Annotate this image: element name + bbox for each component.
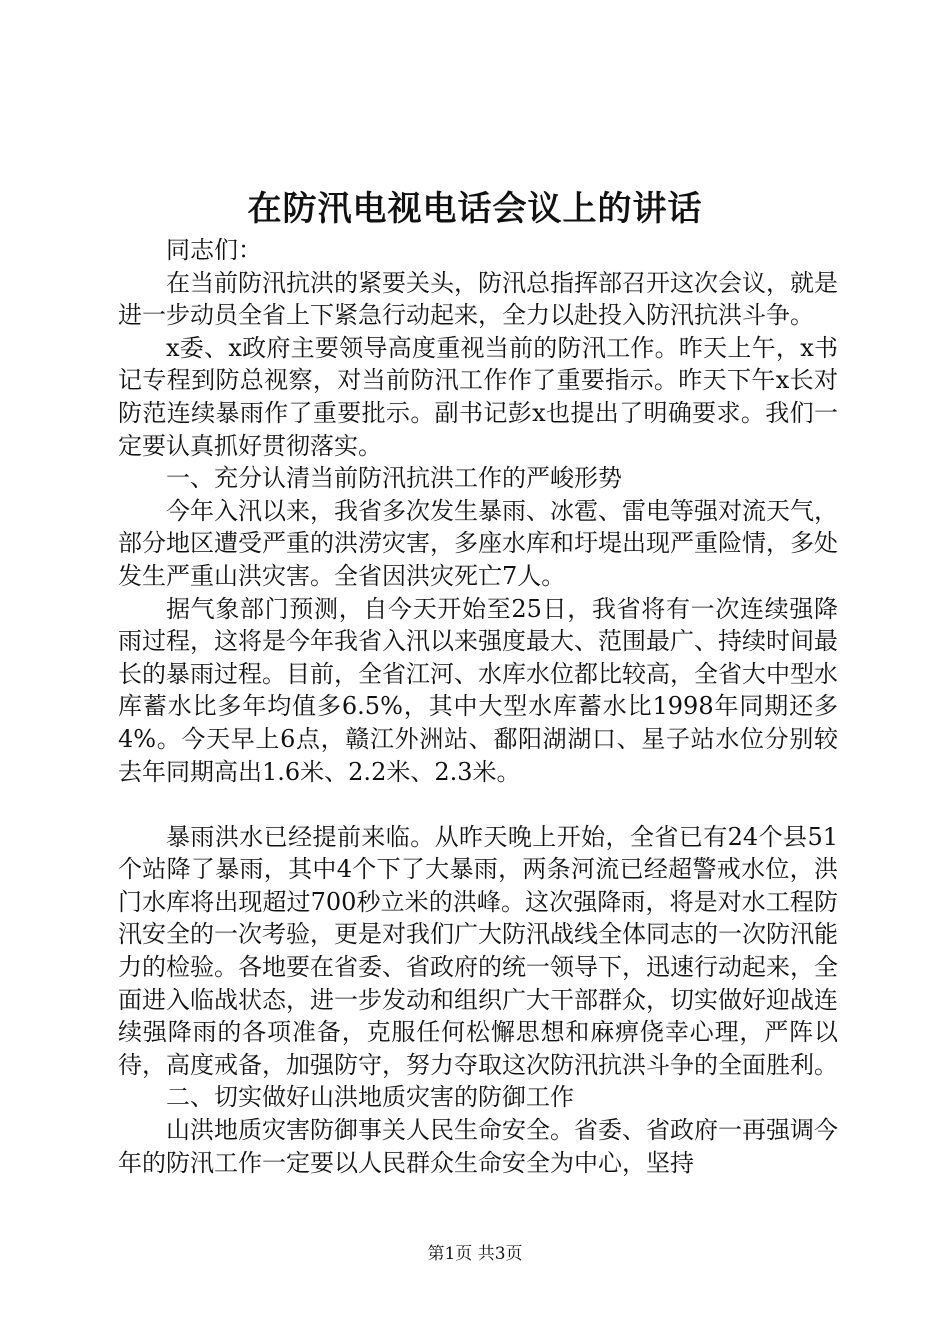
paragraph: 据气象部门预测，自今天开始至25日，我省将有一次连续强降雨过程，这将是今年我省入汛以来强度最大、范围最广、持续时间最长的暴雨过程。目前，全省江河、水库水位都比较高，全省大中型水库蓄水比多年均值多6.5%，其中大型水库蓄水比1998年同期还多4%。今天早上6点，赣江外洲站、鄱阳湖湖口、星子站水位分别较去年同期高出1.6米、2.2米、2.3米。 [118, 594, 838, 786]
document-title: 在防汛电视电话会议上的讲话 [247, 189, 703, 229]
page-number: 第1页 共3页 [427, 1244, 523, 1264]
blank-line [118, 788, 838, 821]
document-body [118, 234, 838, 1179]
paragraph: 在当前防汛抗洪的紧要关头，防汛总指挥部召开这次会议，就是进一步动员全省上下紧急行动起来，全力以赴投入防汛抗洪斗争。 [118, 268, 838, 330]
paragraph: 山洪地质灾害防御事关人民生命安全。省委、省政府一再强调今年的防汛工作一定要以人民群众生命安全为中心，坚持 [118, 1116, 838, 1177]
paragraph: 暴雨洪水已经提前来临。从昨天晚上开始，全省已有24个县51个站降了暴雨，其中4个下了大暴雨，两条河流已经超警戒水位，洪门水库将出现超过700秒立米的洪峰。这次强降雨，将是对水工程防汛安全的一次考验，更是对我们广大防汛战线全体同志的一次防汛能力的检验。各地要在省委、省政府的统一领导下，迅速行动起来，全面进入临战状态，进一步发动和组织广大干部群众，切实做好迎战连续强降雨的各项准备，克服任何松懈思想和麻痹侥幸心理，严阵以待，高度戒备，加强防守，努力夺取这次防汛抗洪斗争的全面胜利。 [118, 822, 838, 1079]
section-heading: 一、充分认清当前防汛抗洪工作的严峻形势 [166, 464, 622, 493]
paragraph: x委、x政府主要领导高度重视当前的防汛工作。昨天上午，x书记专程到防总视察，对当前防汛工作作了重要指示。昨天下午x长对防范连续暴雨作了重要批示。副书记彭x也提出了明确要求。我们一定要认真抓好贯彻落实。 [118, 333, 838, 460]
paragraph: 今年入汛以来，我省多次发生暴雨、冰雹、雷电等强对流天气，部分地区遭受严重的洪涝灾害，多座水库和圩堤出现严重险情，多处发生严重山洪灾害。全省因洪灾死亡7人。 [118, 496, 838, 590]
section-heading: 二、切实做好山洪地质灾害的防御工作 [166, 1083, 574, 1112]
salutation: 同志们： [166, 236, 262, 264]
